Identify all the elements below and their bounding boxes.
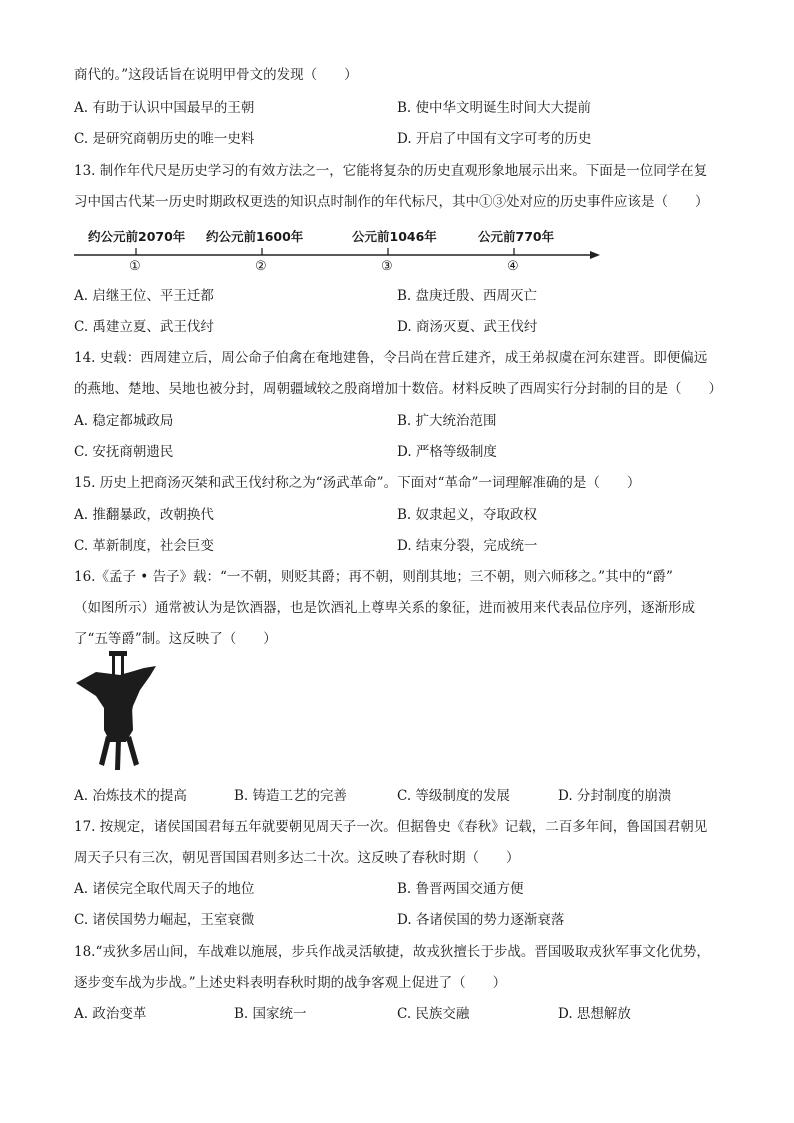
q15-stem: 15. 历史上把商汤灭桀和武王伐纣称之为“汤武革命”。下面对“革命”一词理解准确的是（ ） (74, 475, 641, 491)
q15-option-c[interactable]: C. 革新制度，社会巨变 (74, 538, 214, 554)
q16-option-a[interactable]: A. 冶炼技术的提高 (74, 788, 187, 804)
q15-option-a[interactable]: A. 推翻暴政，改朝换代 (74, 507, 214, 523)
q17-stem-line-2: 周天子只有三次，朝见晋国国君则多达二十次。这反映了春秋时期（ ） (74, 850, 520, 866)
q13-option-a[interactable]: A. 启继王位、平王迁都 (74, 288, 214, 304)
timeline-marker-1: ① (129, 259, 141, 274)
timeline-label-2: 约公元前1600年 (206, 229, 304, 244)
q12-option-a[interactable]: A. 有助于认识中国最早的王朝 (74, 100, 255, 116)
q18-option-b[interactable]: B. 国家统一 (234, 1006, 307, 1022)
q13-option-b[interactable]: B. 盘庚迁殷、西周灭亡 (397, 288, 538, 304)
q16-option-d[interactable]: D. 分封制度的崩溃 (558, 788, 672, 804)
timeline-marker-3: ③ (381, 259, 393, 274)
q18-option-d[interactable]: D. 思想解放 (558, 1006, 631, 1022)
timeline-marker-4: ④ (507, 259, 519, 274)
q15-option-b[interactable]: B. 奴隶起义，夺取政权 (397, 507, 538, 523)
q17-option-d[interactable]: D. 各诸侯国的势力逐渐衰落 (397, 912, 565, 928)
q13-stem-line-1: 13. 制作年代尺是历史学习的有效方法之一，它能将复杂的历史直观形象地展示出来。下面是一位同学在复 (74, 163, 708, 179)
q12-option-d[interactable]: D. 开启了中国有文字可考的历史 (397, 131, 592, 147)
q14-option-d[interactable]: D. 严格等级制度 (397, 444, 497, 460)
q16-stem-line-2: （如图所示）通常被认为是饮酒器，也是饮酒礼上尊卑关系的象征，进而被用来代表品位序列，逐渐形成 (74, 600, 695, 616)
q17-stem-line-1: 17. 按规定，诸侯国国君每五年就要朝见周天子一次。但据鲁史《春秋》记载，二百多年间，鲁国国君朝见 (74, 819, 708, 835)
q12-option-b[interactable]: B. 使中华文明诞生时间大大提前 (397, 100, 592, 116)
q17-option-a[interactable]: A. 诸侯完全取代周天子的地位 (74, 881, 255, 897)
q13-stem-line-2: 习中国古代某一历史时期政权更迭的知识点时制作的年代标尺，其中①③处对应的历史事件应该是（ ） (74, 194, 709, 210)
q12-option-c[interactable]: C. 是研究商朝历史的唯一史料 (74, 131, 255, 147)
q14-option-b[interactable]: B. 扩大统治范围 (397, 413, 497, 429)
q18-stem-line-1: 18.“戎狄多居山间，车战难以施展，步兵作战灵活敏捷，故戎狄擅长于步战。晋国吸取戎狄军事文化优势， (74, 944, 710, 960)
q16-option-c[interactable]: C. 等级制度的发展 (397, 788, 510, 804)
q14-option-c[interactable]: C. 安抚商朝遗民 (74, 444, 174, 460)
timeline-label-1: 约公元前2070年 (88, 229, 186, 244)
q13-option-c[interactable]: C. 禹建立夏、武王伐纣 (74, 319, 214, 335)
q16-option-b[interactable]: B. 铸造工艺的完善 (234, 788, 348, 804)
q14-option-a[interactable]: A. 稳定都城政局 (74, 413, 174, 429)
timeline-label-4: 公元前770年 (478, 229, 555, 244)
q16-stem-line-1: 16.《孟子 • 告子》载：“一不朝，则贬其爵；再不朝，则削其地；三不朝，则六师移之。”其中的“爵” (74, 569, 673, 585)
q18-option-a[interactable]: A. 政治变革 (74, 1006, 147, 1022)
timeline-label-3: 公元前1046年 (352, 229, 437, 244)
q18-option-c[interactable]: C. 民族交融 (397, 1006, 470, 1022)
q18-stem-line-2: 逐步变车战为步战。”上述史料表明春秋时期的战争客观上促进了（ ） (74, 975, 507, 991)
timeline-marker-2: ② (255, 259, 267, 274)
q17-option-b[interactable]: B. 鲁晋两国交通方便 (397, 881, 524, 897)
q14-stem-line-2: 的燕地、楚地、吴地也被分封，周朝疆域较之殷商增加十数倍。材料反映了西周实行分封制的目的是（ ） (74, 381, 722, 397)
q17-option-c[interactable]: C. 诸侯国势力崛起，王室衰微 (74, 912, 255, 928)
q13-option-d[interactable]: D. 商汤灭夏、武王伐纣 (397, 319, 538, 335)
q16-stem-line-3: 了“五等爵”制。这反映了（ ） (74, 631, 277, 647)
q15-option-d[interactable]: D. 结束分裂，完成统一 (397, 538, 538, 554)
q12-stem: 商代的。”这段话旨在说明甲骨文的发现（ ） (74, 67, 358, 83)
q14-stem-line-1: 14. 史载：西周建立后，周公命子伯禽在奄地建鲁，令吕尚在营丘建齐，成王弟叔虞在河东建晋。即便偏远 (74, 350, 708, 366)
